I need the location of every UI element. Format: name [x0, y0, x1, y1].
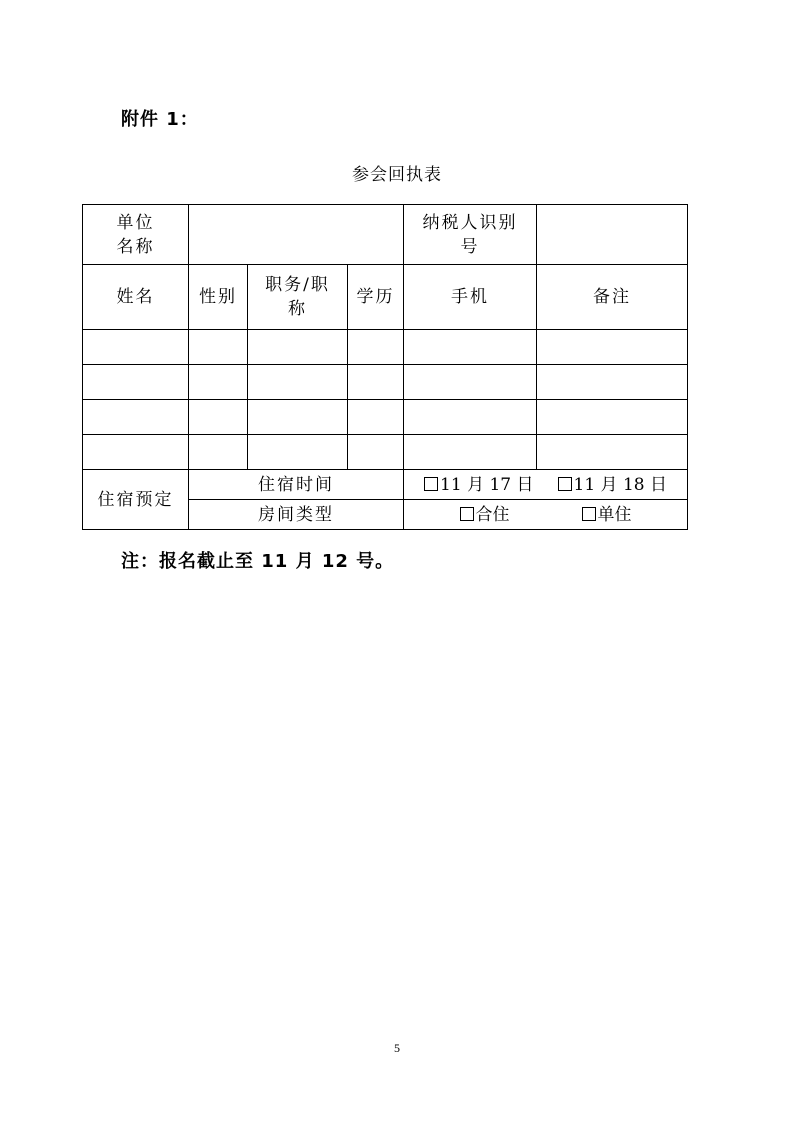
attendee-gender-cell[interactable]: [189, 365, 248, 400]
attendee-name-cell[interactable]: [83, 330, 189, 365]
col-header-education: 学历: [348, 265, 404, 330]
unit-name-label: [83, 205, 189, 265]
page-number: 5: [394, 1041, 400, 1055]
room-type-option[interactable]: [460, 503, 510, 527]
attendee-remarks-cell[interactable]: [537, 330, 688, 365]
taxpayer-id-label: [404, 205, 537, 265]
attendee-gender-cell[interactable]: [189, 330, 248, 365]
col-header-title: [248, 265, 348, 330]
attendee-mobile-cell[interactable]: [404, 365, 537, 400]
room-type-options: [404, 500, 688, 530]
attendee-education-cell[interactable]: [348, 435, 404, 470]
accommodation-label: 住宿预定: [83, 470, 189, 530]
attendee-name-cell[interactable]: [83, 435, 189, 470]
attendee-row: [83, 365, 688, 400]
attendee-title-cell[interactable]: [248, 330, 348, 365]
attendee-mobile-cell[interactable]: [404, 400, 537, 435]
attendee-mobile-cell[interactable]: [404, 435, 537, 470]
room-type-option-label: 合住: [475, 504, 510, 525]
unit-name-field[interactable]: [189, 205, 404, 265]
checkbox-icon[interactable]: [424, 477, 438, 491]
col-header-gender: 性别: [189, 265, 248, 330]
col-header-title-line1: 职务/职: [265, 275, 330, 295]
stay-date-option[interactable]: [558, 473, 667, 497]
room-type-option[interactable]: [582, 503, 632, 527]
col-header-mobile: 手机: [404, 265, 537, 330]
taxpayer-id-label-line2: 号: [460, 236, 480, 257]
col-header-remarks: 备注: [537, 265, 688, 330]
col-header-title-line2: 称: [288, 299, 307, 319]
column-header-row: [83, 265, 688, 330]
stay-time-row: [83, 470, 688, 500]
attendee-name-cell[interactable]: [83, 365, 189, 400]
stay-date-option-label: 11 月 18 日: [573, 474, 667, 495]
attendee-row: [83, 330, 688, 365]
stay-time-label: 住宿时间: [189, 470, 404, 500]
room-type-label: 房间类型: [189, 500, 404, 530]
taxpayer-id-label-line1: 纳税人识别: [422, 212, 518, 233]
attendee-title-cell[interactable]: [248, 435, 348, 470]
taxpayer-id-field[interactable]: [537, 205, 688, 265]
stay-date-option-label: 11 月 17 日: [440, 474, 534, 495]
deadline-note: 注：报名截止至 11 月 12 号。: [121, 551, 395, 572]
attachment-label: 附件 1：: [121, 109, 199, 130]
room-type-option-label: 单住: [597, 504, 632, 525]
attendee-row: [83, 400, 688, 435]
attendee-mobile-cell[interactable]: [404, 330, 537, 365]
unit-name-label-line1: 单位: [116, 212, 155, 233]
attendee-education-cell[interactable]: [348, 400, 404, 435]
attendee-remarks-cell[interactable]: [537, 365, 688, 400]
stay-date-option[interactable]: [424, 473, 533, 497]
form-title: 参会回执表: [352, 165, 442, 185]
attendee-education-cell[interactable]: [348, 365, 404, 400]
col-header-name: 姓名: [83, 265, 189, 330]
attendee-remarks-cell[interactable]: [537, 400, 688, 435]
attendee-name-cell[interactable]: [83, 400, 189, 435]
checkbox-icon[interactable]: [460, 507, 474, 521]
attendee-remarks-cell[interactable]: [537, 435, 688, 470]
attendee-row: [83, 435, 688, 470]
stay-date-options: [404, 470, 688, 500]
attendee-title-cell[interactable]: [248, 365, 348, 400]
unit-info-row: [83, 205, 688, 265]
checkbox-icon[interactable]: [582, 507, 596, 521]
attendee-title-cell[interactable]: [248, 400, 348, 435]
unit-name-label-line2: 名称: [116, 236, 155, 257]
attendee-gender-cell[interactable]: [189, 435, 248, 470]
checkbox-icon[interactable]: [558, 477, 572, 491]
attendee-gender-cell[interactable]: [189, 400, 248, 435]
attendee-education-cell[interactable]: [348, 330, 404, 365]
reply-form-table: [82, 204, 688, 530]
